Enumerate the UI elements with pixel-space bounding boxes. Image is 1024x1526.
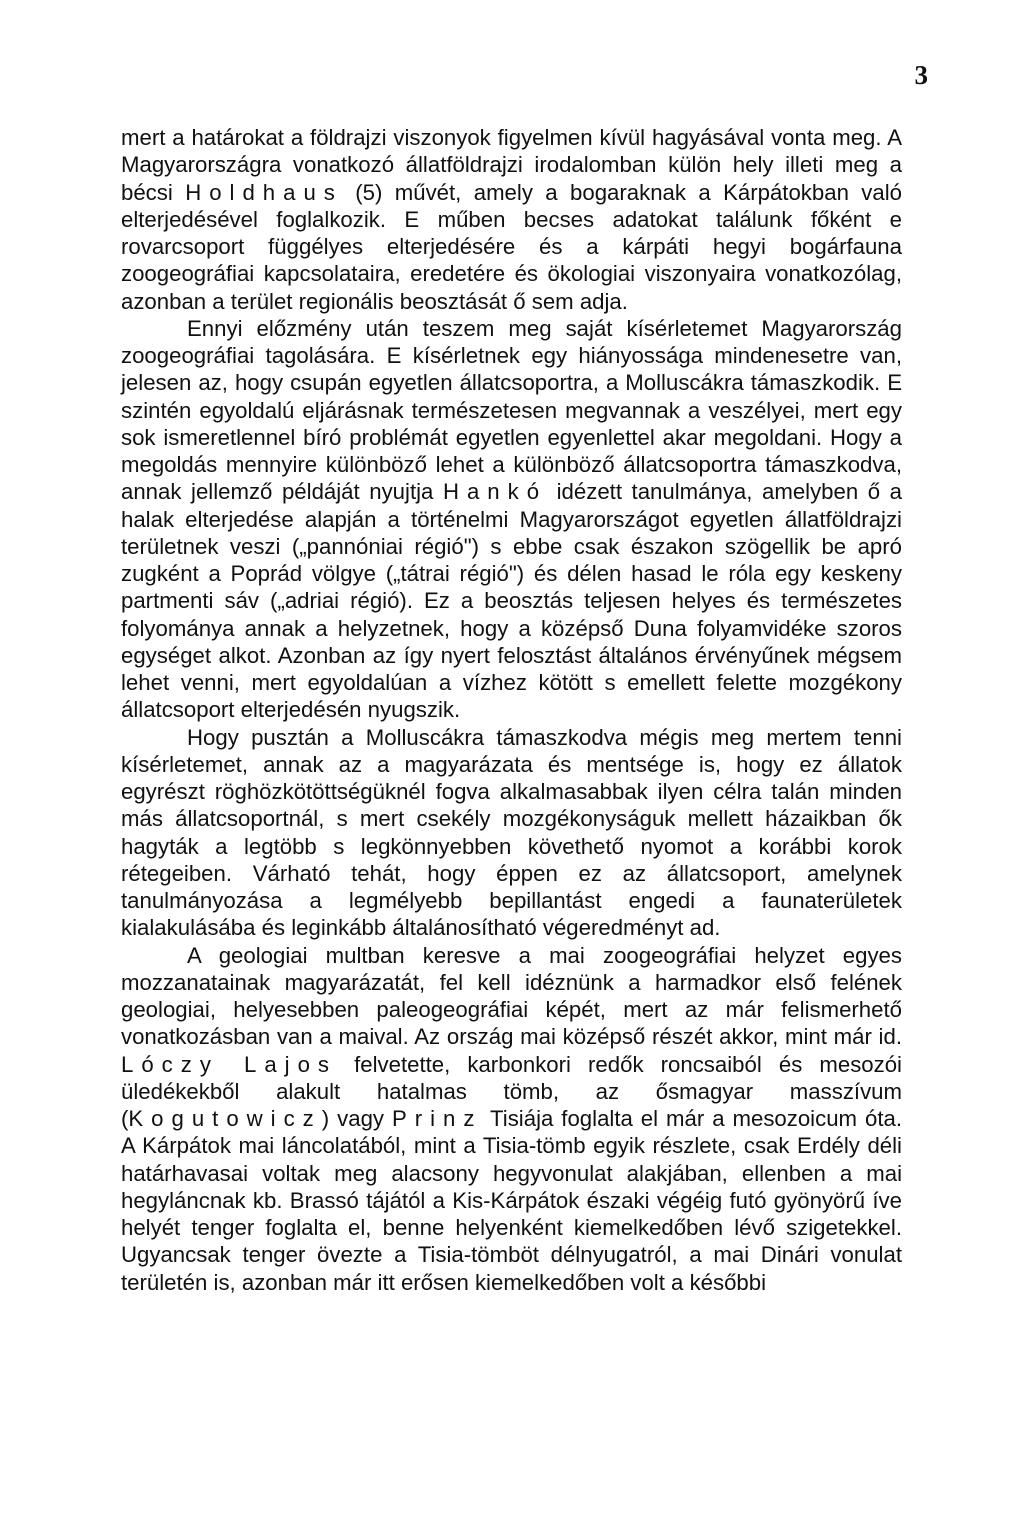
- author-name: Holdhaus: [185, 179, 343, 205]
- paragraph: [121, 942, 902, 1296]
- text-run: Tisiája foglalta el már a mesozoicum óta. A Kárpátok mai láncolatából, mint a Tisia-tömb egyik részlete, csak Erdély déli határhavasai voltak meg alacsony hegyvonulat alakjában, ellenben a mai hegyláncnak kb. Brassó tájától a Kis-Kárpátok északi végéig futó gyönyörű íve helyét tenger foglalta el, benne helyenként kiemelkedőben lévő szigetekkel. Ugyancsak tenger övezte a Tisia-tömböt délnyugatról, a mai Dinári vonulat területén is, azonban már itt erősen kiemelkedőben volt a későbbi: [121, 1106, 902, 1295]
- page-number: 3: [914, 60, 928, 90]
- author-name: Lóczy Lajos: [121, 1051, 337, 1077]
- text-run: (5) művét, amely a bogaraknak a Kárpátokban való elterjedésével foglalkozik. E műben becses adatokat találunk főként e rovarcsoport függélyes elterjedésére és a kárpáti hegyi bogárfauna zoogeográfiai kapcsolataira, eredetére és ökologiai viszonyaira vonatkozólag, azonban a terület regionális beosztását ő sem adja.: [121, 179, 902, 314]
- text-run: idézett tanulmánya, amelyben ő a halak elterjedése alapján a történelmi Magyarországot egyetlen állatföldrajzi területnek veszi („pannóniai régió") s ebbe csak északon szögellik be apró zugként a Poprád völgye („tátrai régió") és délen hasad le róla egy keskeny partmenti sáv („adriai régió). Ez a beosztás teljesen helyes és természetes folyománya annak a helyzetnek, hogy a középső Duna folyamvidéke szoros egységet alkot. Azonban az így nyert felosztást általános érvényűnek mégsem lehet venni, mert egyoldalúan a vízhez kötött s emellett felette mozgékony állatcsoport elterjedésén nyugszik.: [121, 479, 902, 723]
- text-run: ) vagy: [321, 1106, 392, 1131]
- text-run: Hogy pusztán a Molluscákra támaszkodva mégis meg mertem tenni kísérletemet, annak az a magyarázata és mentsége is, hogy ez állatok egyrészt röghözkötöttségüknél fogva alkalmasabbak ilyen célra talán minden más állatcsoportnál, s mert csekély mozgékonyságuk mellett házaikban ők hagyták a legtöbb s legkönnyebben követhető nyomot a korábbi korok rétegeiben. Várható tehát, hogy éppen ez az állatcsoport, amelynek tanulmányozása a legmélyebb bepillantást engedi a faunaterületek kialakulásába és leginkább általánosítható végeredményt ad.: [121, 724, 902, 941]
- paragraph: [121, 124, 902, 315]
- paragraph: [121, 315, 902, 724]
- text-run: mert a határokat a földrajzi viszonyok figyelmen kívül hagyásával vonta meg. A Magyarországra vonatkozó állatföldrajzi irodalomban külön hely illeti meg a bécsi: [121, 125, 902, 205]
- author-name: Kogutowicz: [128, 1106, 322, 1131]
- author-name: Hankó: [442, 479, 548, 505]
- body-text: [121, 124, 902, 1296]
- text-run: A geologiai multban keresve a mai zoogeográfiai helyzet egyes mozzanatainak magyarázatát, fel kell idéznünk a harmadkor első felének geologiai, helyesebben paleogeográfiai képét, mert az már felismerhető vonatkozásban van a maival. Az ország mai középső részét akkor, mint már id.: [121, 942, 902, 1050]
- text-run: Ennyi előzmény után teszem meg saját kísérletemet Magyarország zoogeográfiai tagolására. E kísérletnek egy hiányossága mindenesetre van, jelesen az, hogy csupán egyetlen állatcsoportra, a Molluscákra támaszkodik. E szintén egyoldalú eljárásnak természetesen megvannak a veszélyei, mert egy sok ismeretlennel bíró problémát egyetlen egyenlettel akar megoldani. Hogy a megoldás mennyire különböző lehet a különböző állatcsoportra támaszkodva, annak jellemző példáját nyujtja: [121, 315, 902, 505]
- paragraph: [121, 724, 902, 942]
- author-name: Prinz: [391, 1106, 483, 1131]
- text-run: felvetette, karbonkori redők roncsaiból és mesozói üledékekből alakult hatalmas tömb, az ősmagyar masszívum (: [121, 1051, 902, 1131]
